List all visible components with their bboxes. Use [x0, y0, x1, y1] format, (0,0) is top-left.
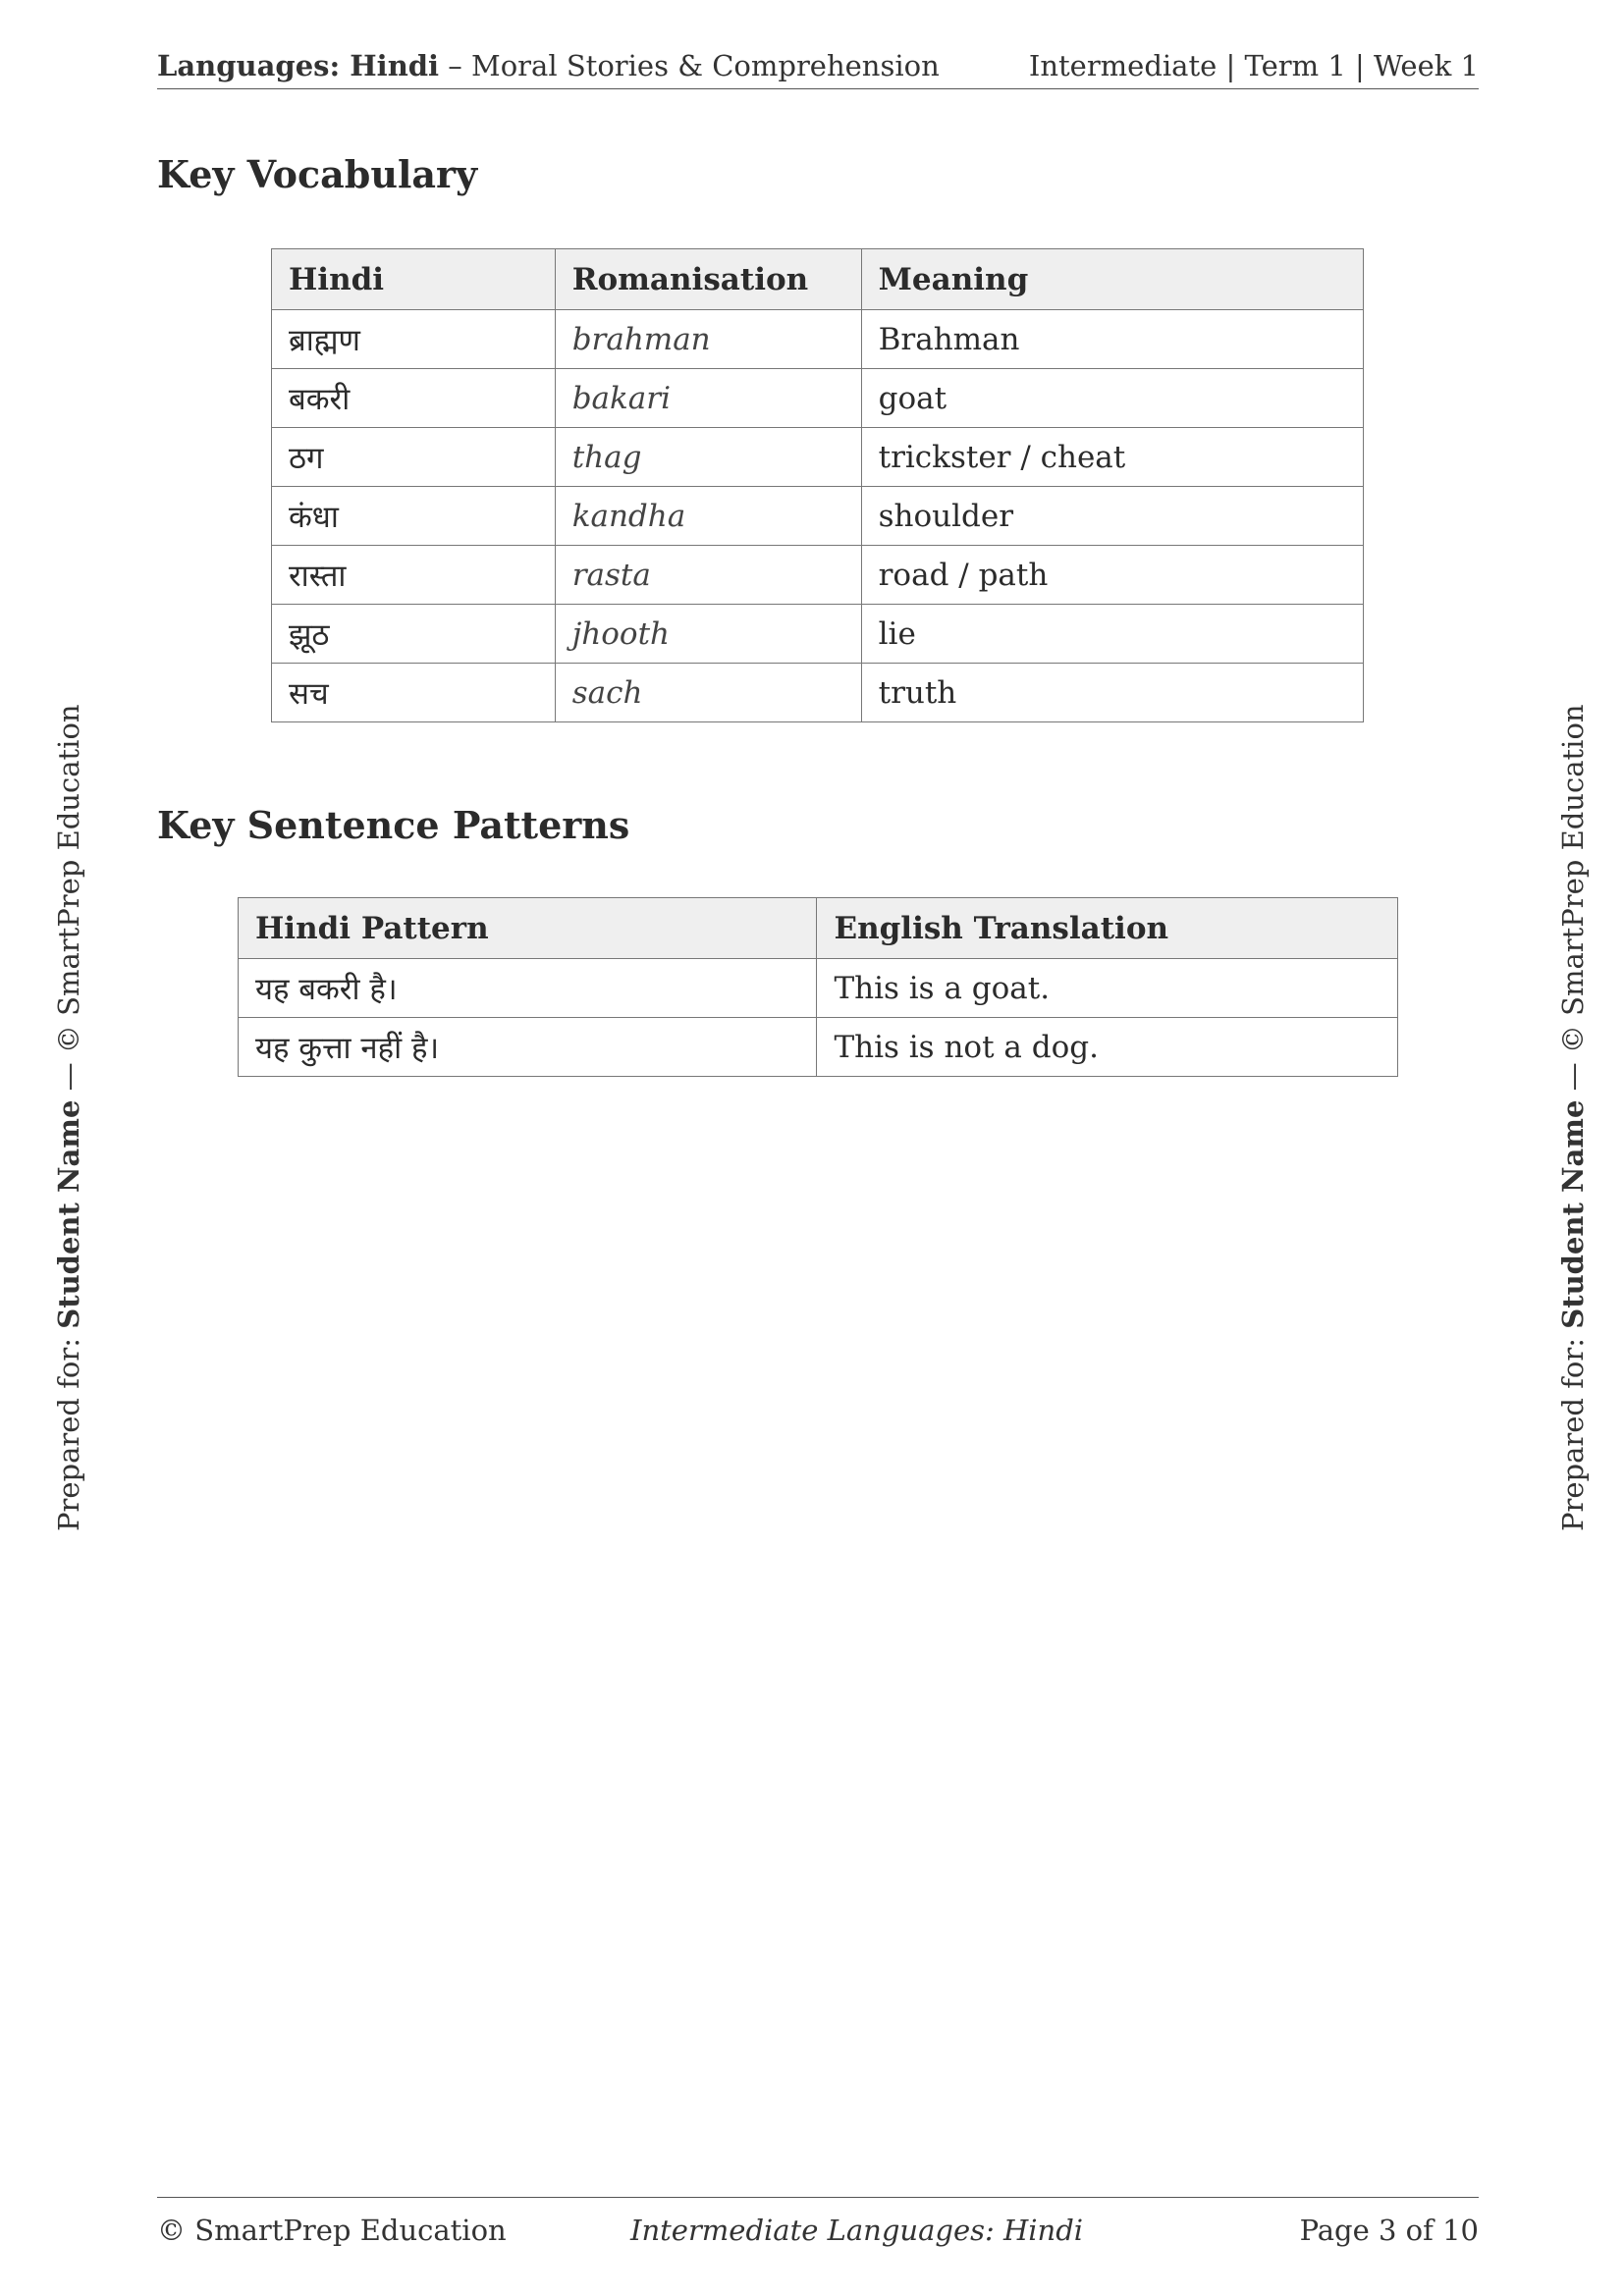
romanisation-cell: sach — [555, 664, 861, 722]
romanisation-cell: rasta — [555, 546, 861, 605]
english-translation-cell: This is not a dog. — [817, 1018, 1398, 1077]
side-student-name: Student Name — [52, 1099, 85, 1329]
hindi-cell: बकरी — [272, 369, 556, 428]
side-watermark-left — [49, 704, 88, 1531]
header-subject — [157, 49, 940, 82]
header-level: Intermediate | Term 1 | Week 1 — [1028, 49, 1479, 82]
hindi-cell: रास्ता — [272, 546, 556, 605]
side-student-name: Student Name — [1556, 1099, 1590, 1329]
table-row — [272, 487, 1364, 546]
hindi-cell: ठग — [272, 428, 556, 487]
page-footer — [157, 2197, 1479, 2247]
table-header-row — [239, 898, 1398, 959]
table-row — [239, 959, 1398, 1018]
english-translation-cell: This is a goat. — [817, 959, 1398, 1018]
romanisation-cell: thag — [555, 428, 861, 487]
patterns-table — [238, 897, 1398, 1077]
side-watermark-right — [1553, 704, 1593, 1531]
hindi-pattern-cell: यह बकरी है। — [239, 959, 817, 1018]
side-prefix: Prepared for: — [1556, 1328, 1590, 1531]
column-header-hindi-pattern: Hindi Pattern — [239, 898, 817, 959]
meaning-cell: road / path — [861, 546, 1363, 605]
footer-course: Intermediate Languages: Hindi — [630, 2214, 1084, 2247]
side-suffix: — © SmartPrep Education — [1556, 704, 1590, 1100]
vocabulary-table — [271, 248, 1364, 722]
footer-copyright: © SmartPrep Education — [157, 2214, 507, 2247]
table-row — [272, 310, 1364, 369]
meaning-cell: truth — [861, 664, 1363, 722]
side-prefix: Prepared for: — [52, 1328, 85, 1531]
patterns-title: Key Sentence Patterns — [157, 803, 630, 847]
meaning-cell: goat — [861, 369, 1363, 428]
table-row — [272, 369, 1364, 428]
hindi-cell: कंधा — [272, 487, 556, 546]
hindi-pattern-cell: यह कुत्ता नहीं है। — [239, 1018, 817, 1077]
column-header-english-translation: English Translation — [817, 898, 1398, 959]
header-subject-rest: – Moral Stories & Comprehension — [439, 49, 940, 82]
romanisation-cell: kandha — [555, 487, 861, 546]
hindi-cell: सच — [272, 664, 556, 722]
side-suffix: — © SmartPrep Education — [52, 704, 85, 1100]
table-row — [272, 605, 1364, 664]
romanisation-cell: jhooth — [555, 605, 861, 664]
hindi-cell: झूठ — [272, 605, 556, 664]
meaning-cell: lie — [861, 605, 1363, 664]
vocabulary-title: Key Vocabulary — [157, 152, 478, 196]
romanisation-cell: bakari — [555, 369, 861, 428]
meaning-cell: Brahman — [861, 310, 1363, 369]
column-header-hindi: Hindi — [272, 249, 556, 310]
table-row — [239, 1018, 1398, 1077]
table-header-row — [272, 249, 1364, 310]
column-header-meaning: Meaning — [861, 249, 1363, 310]
hindi-cell: ब्राह्मण — [272, 310, 556, 369]
meaning-cell: trickster / cheat — [861, 428, 1363, 487]
column-header-romanisation: Romanisation — [555, 249, 861, 310]
meaning-cell: shoulder — [861, 487, 1363, 546]
table-row — [272, 546, 1364, 605]
header-subject-bold: Languages: Hindi — [157, 49, 440, 82]
table-row — [272, 664, 1364, 722]
footer-page-number: Page 3 of 10 — [1299, 2214, 1479, 2247]
page-header — [157, 49, 1479, 89]
table-row — [272, 428, 1364, 487]
romanisation-cell: brahman — [555, 310, 861, 369]
